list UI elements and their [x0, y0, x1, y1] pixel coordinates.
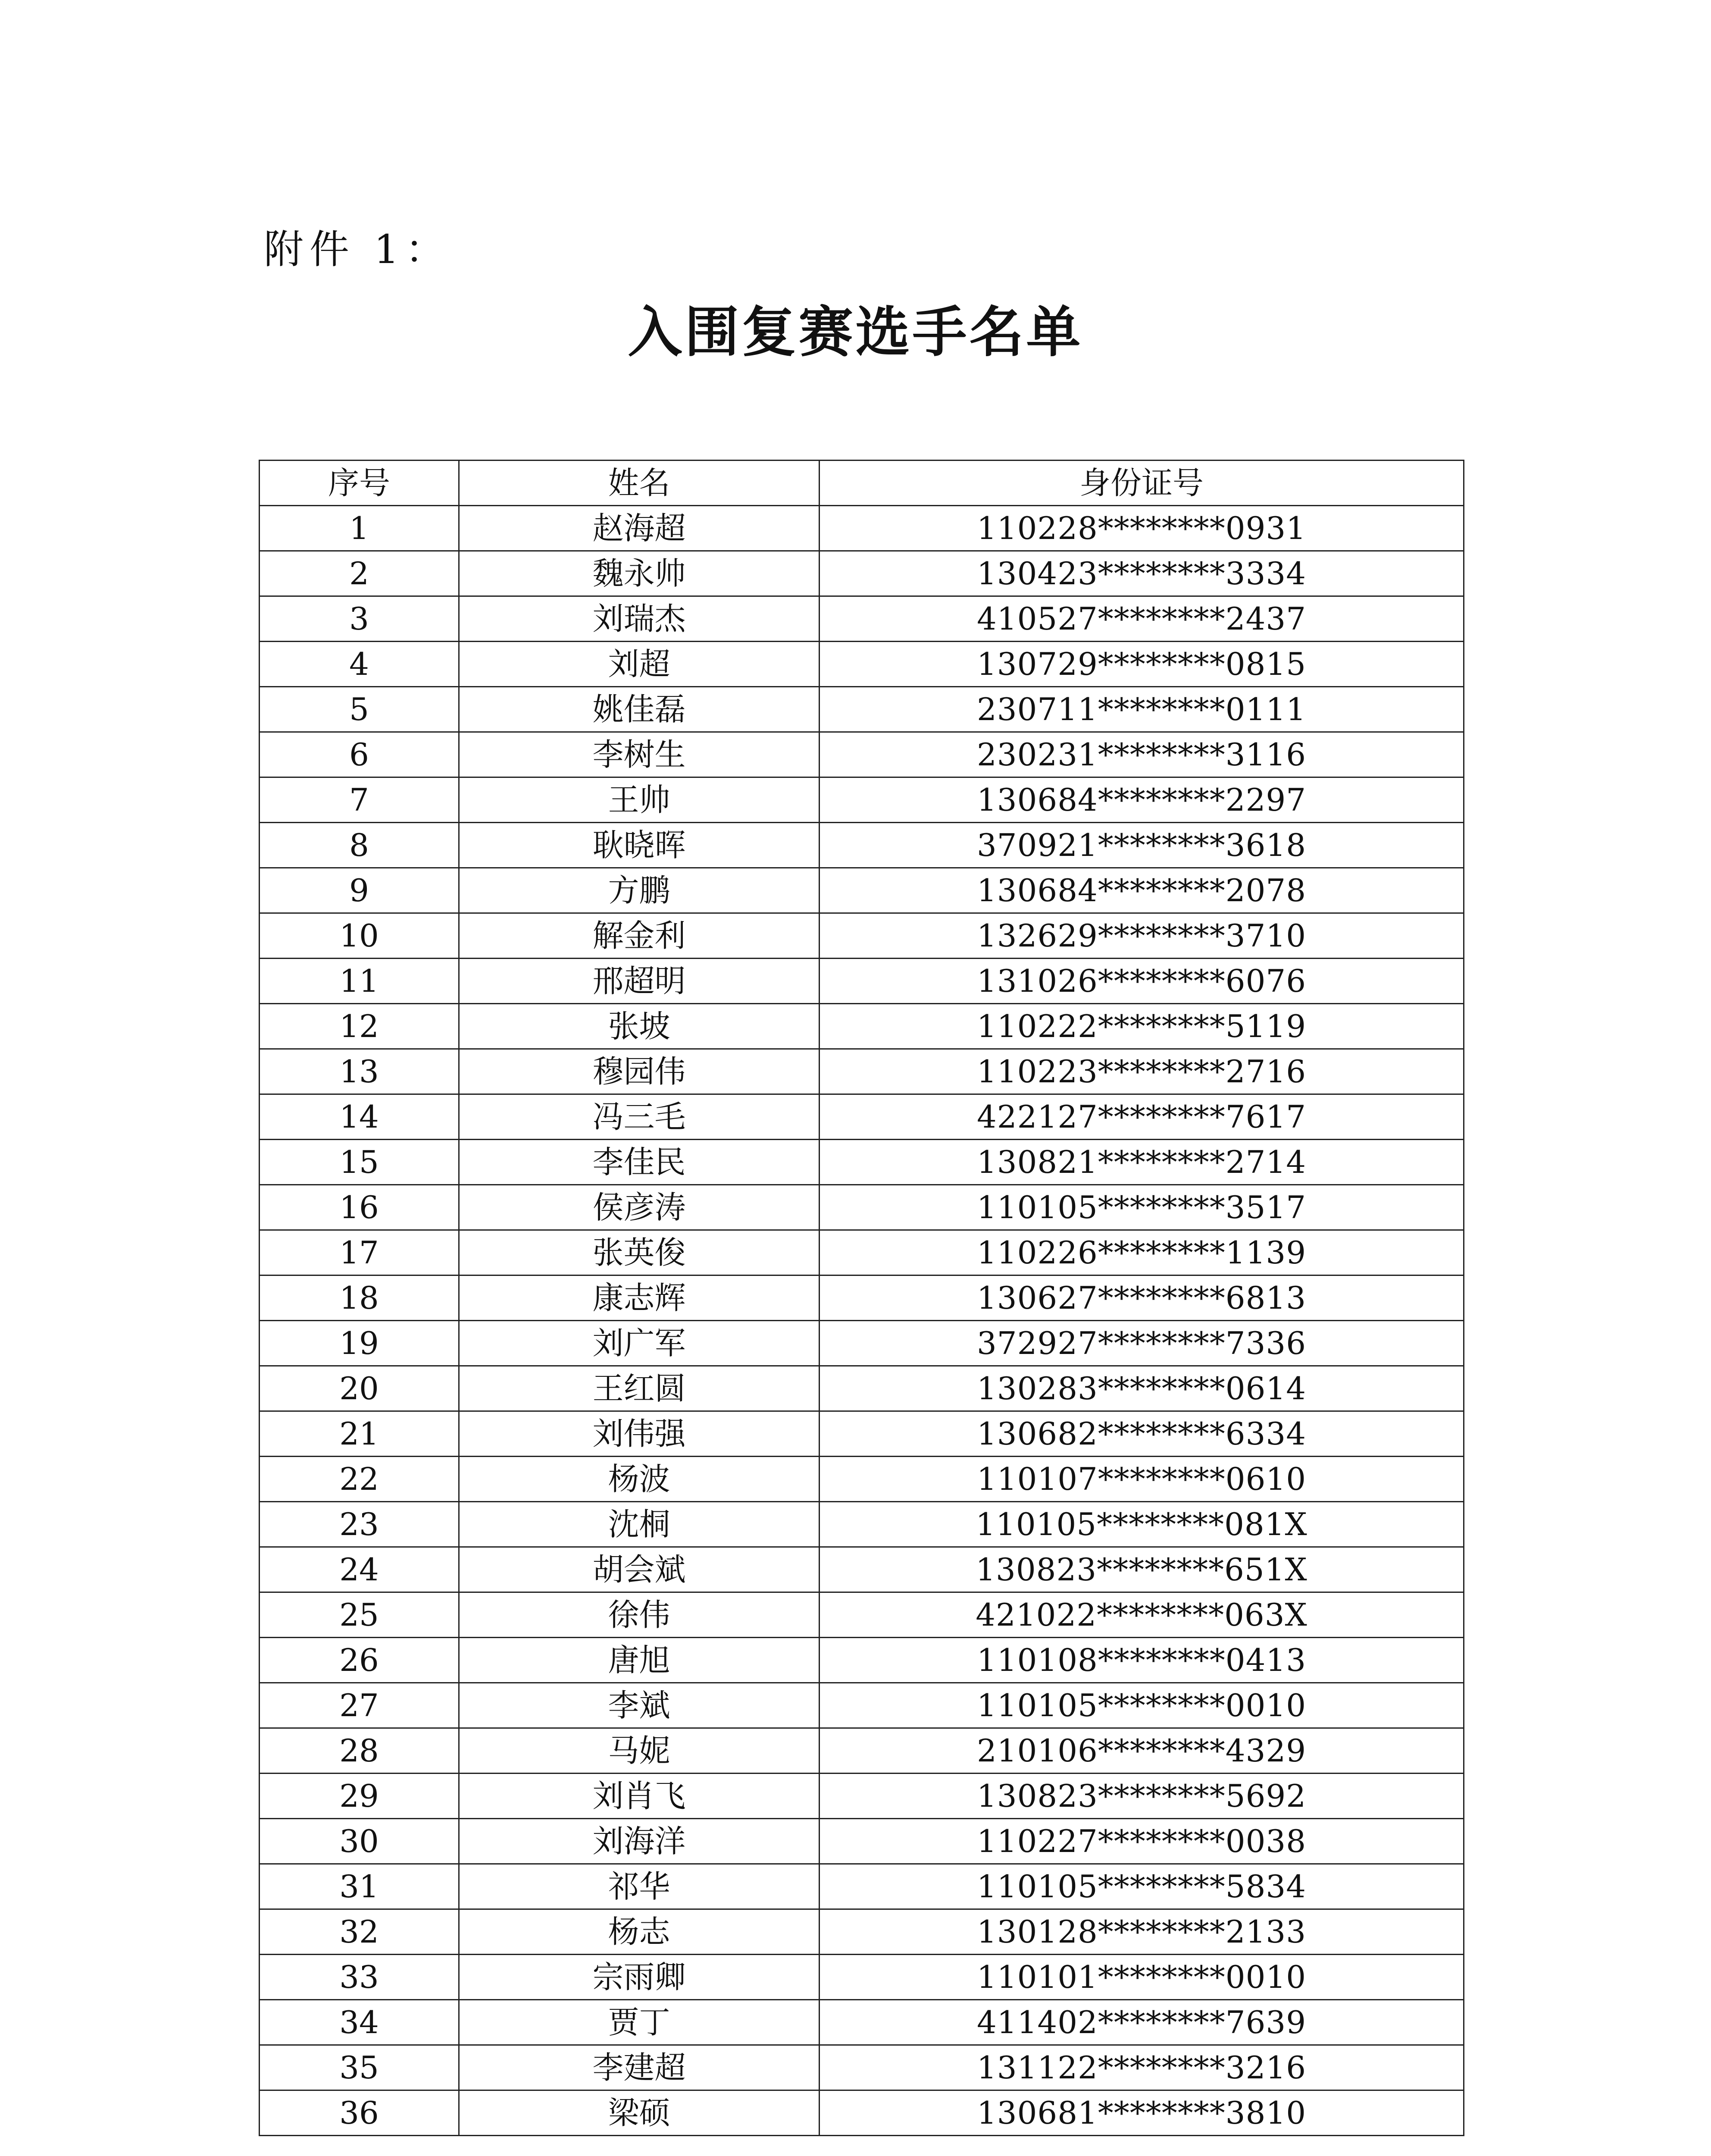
- cell-name: 张英俊: [459, 1230, 820, 1275]
- cell-id-number: 110105********5834: [820, 1864, 1464, 1909]
- cell-id-number: 130684********2078: [820, 868, 1464, 913]
- table-body: [260, 506, 1464, 2136]
- cell-id-number: 411402********7639: [820, 2000, 1464, 2045]
- cell-id-number: 210106********4329: [820, 1728, 1464, 1774]
- cell-serial-number: 31: [260, 1864, 459, 1909]
- table-row: [260, 1592, 1464, 1638]
- cell-serial-number: 16: [260, 1185, 459, 1230]
- cell-name: 穆园伟: [459, 1049, 820, 1094]
- cell-name: 刘海洋: [459, 1819, 820, 1864]
- table-row: [260, 506, 1464, 551]
- attachment-label: 附件 1：: [264, 226, 451, 273]
- table-row: [260, 1638, 1464, 1683]
- table-row: [260, 732, 1464, 777]
- table-row: [260, 959, 1464, 1004]
- table-row: [260, 2000, 1464, 2045]
- table-row: [260, 687, 1464, 732]
- cell-id-number: 110105********3517: [820, 1185, 1464, 1230]
- table-row: [260, 1275, 1464, 1321]
- cell-id-number: 130627********6813: [820, 1275, 1464, 1321]
- cell-id-number: 110222********5119: [820, 1004, 1464, 1049]
- page-title: 入围复赛选手名单: [628, 301, 1083, 364]
- cell-serial-number: 25: [260, 1592, 459, 1638]
- table-row: [260, 2045, 1464, 2090]
- cell-serial-number: 36: [260, 2090, 459, 2136]
- table-row: [260, 1547, 1464, 1592]
- cell-serial-number: 14: [260, 1094, 459, 1140]
- cell-name: 解金利: [459, 913, 820, 959]
- table-row: [260, 1819, 1464, 1864]
- cell-id-number: 110108********0413: [820, 1638, 1464, 1683]
- cell-name: 方鹏: [459, 868, 820, 913]
- cell-id-number: 130681********3810: [820, 2090, 1464, 2136]
- cell-name: 李斌: [459, 1683, 820, 1728]
- table-row: [260, 1955, 1464, 2000]
- cell-serial-number: 23: [260, 1502, 459, 1547]
- cell-id-number: 130729********0815: [820, 642, 1464, 687]
- cell-id-number: 130684********2297: [820, 777, 1464, 823]
- cell-name: 王帅: [459, 777, 820, 823]
- cell-name: 杨波: [459, 1457, 820, 1502]
- cell-name: 康志辉: [459, 1275, 820, 1321]
- table-row: [260, 1185, 1464, 1230]
- cell-name: 侯彦涛: [459, 1185, 820, 1230]
- cell-name: 贾丁: [459, 2000, 820, 2045]
- cell-name: 张坡: [459, 1004, 820, 1049]
- cell-name: 刘广军: [459, 1321, 820, 1366]
- cell-serial-number: 4: [260, 642, 459, 687]
- cell-name: 沈桐: [459, 1502, 820, 1547]
- header-name: 姓名: [459, 461, 820, 506]
- table-row: [260, 551, 1464, 596]
- cell-id-number: 421022********063X: [820, 1592, 1464, 1638]
- header-serial-number: 序号: [260, 461, 459, 506]
- cell-serial-number: 22: [260, 1457, 459, 1502]
- cell-id-number: 130283********0614: [820, 1366, 1464, 1411]
- cell-serial-number: 7: [260, 777, 459, 823]
- cell-name: 胡会斌: [459, 1547, 820, 1592]
- cell-serial-number: 18: [260, 1275, 459, 1321]
- cell-name: 赵海超: [459, 506, 820, 551]
- cell-serial-number: 9: [260, 868, 459, 913]
- cell-serial-number: 11: [260, 959, 459, 1004]
- cell-serial-number: 28: [260, 1728, 459, 1774]
- cell-serial-number: 19: [260, 1321, 459, 1366]
- cell-serial-number: 26: [260, 1638, 459, 1683]
- cell-serial-number: 8: [260, 823, 459, 868]
- cell-serial-number: 32: [260, 1909, 459, 1955]
- cell-name: 徐伟: [459, 1592, 820, 1638]
- cell-id-number: 110107********0610: [820, 1457, 1464, 1502]
- cell-id-number: 110105********081X: [820, 1502, 1464, 1547]
- cell-id-number: 372927********7336: [820, 1321, 1464, 1366]
- cell-id-number: 130823********5692: [820, 1774, 1464, 1819]
- table-header-row: [260, 461, 1464, 506]
- cell-id-number: 422127********7617: [820, 1094, 1464, 1140]
- cell-serial-number: 2: [260, 551, 459, 596]
- cell-id-number: 130423********3334: [820, 551, 1464, 596]
- cell-name: 杨志: [459, 1909, 820, 1955]
- cell-name: 李建超: [459, 2045, 820, 2090]
- table-row: [260, 1004, 1464, 1049]
- cell-name: 李佳民: [459, 1140, 820, 1185]
- cell-name: 刘肖飞: [459, 1774, 820, 1819]
- cell-id-number: 132629********3710: [820, 913, 1464, 959]
- header-id-number: 身份证号: [820, 461, 1464, 506]
- cell-name: 梁硕: [459, 2090, 820, 2136]
- table-row: [260, 913, 1464, 959]
- cell-serial-number: 35: [260, 2045, 459, 2090]
- table-row: [260, 1140, 1464, 1185]
- table-row: [260, 777, 1464, 823]
- table-row: [260, 642, 1464, 687]
- cell-name: 姚佳磊: [459, 687, 820, 732]
- cell-name: 刘伟强: [459, 1411, 820, 1457]
- cell-name: 刘超: [459, 642, 820, 687]
- cell-name: 祁华: [459, 1864, 820, 1909]
- cell-name: 马妮: [459, 1728, 820, 1774]
- cell-name: 唐旭: [459, 1638, 820, 1683]
- cell-serial-number: 12: [260, 1004, 459, 1049]
- cell-id-number: 230231********3116: [820, 732, 1464, 777]
- table-row: [260, 1774, 1464, 1819]
- cell-id-number: 130823********651X: [820, 1547, 1464, 1592]
- table-row: [260, 1411, 1464, 1457]
- table-row: [260, 1094, 1464, 1140]
- table-row: [260, 868, 1464, 913]
- cell-name: 邢超明: [459, 959, 820, 1004]
- table-row: [260, 1049, 1464, 1094]
- table-row: [260, 1366, 1464, 1411]
- cell-id-number: 230711********0111: [820, 687, 1464, 732]
- cell-serial-number: 13: [260, 1049, 459, 1094]
- table-row: [260, 1683, 1464, 1728]
- contestant-table: [259, 460, 1464, 2136]
- cell-serial-number: 15: [260, 1140, 459, 1185]
- cell-id-number: 370921********3618: [820, 823, 1464, 868]
- cell-name: 耿晓晖: [459, 823, 820, 868]
- cell-id-number: 110101********0010: [820, 1955, 1464, 2000]
- cell-serial-number: 24: [260, 1547, 459, 1592]
- table-row: [260, 1864, 1464, 1909]
- cell-serial-number: 30: [260, 1819, 459, 1864]
- cell-name: 冯三毛: [459, 1094, 820, 1140]
- cell-id-number: 110223********2716: [820, 1049, 1464, 1094]
- cell-serial-number: 20: [260, 1366, 459, 1411]
- cell-name: 王红圆: [459, 1366, 820, 1411]
- table-row: [260, 2090, 1464, 2136]
- cell-serial-number: 29: [260, 1774, 459, 1819]
- table-row: [260, 1321, 1464, 1366]
- cell-id-number: 110226********1139: [820, 1230, 1464, 1275]
- cell-id-number: 130682********6334: [820, 1411, 1464, 1457]
- cell-serial-number: 6: [260, 732, 459, 777]
- cell-name: 宗雨卿: [459, 1955, 820, 2000]
- table-row: [260, 1728, 1464, 1774]
- cell-id-number: 130128********2133: [820, 1909, 1464, 1955]
- table-row: [260, 1909, 1464, 1955]
- table-row: [260, 1502, 1464, 1547]
- cell-name: 魏永帅: [459, 551, 820, 596]
- cell-id-number: 130821********2714: [820, 1140, 1464, 1185]
- cell-id-number: 110105********0010: [820, 1683, 1464, 1728]
- cell-name: 刘瑞杰: [459, 596, 820, 642]
- cell-serial-number: 27: [260, 1683, 459, 1728]
- table-row: [260, 596, 1464, 642]
- cell-name: 李树生: [459, 732, 820, 777]
- cell-id-number: 110227********0038: [820, 1819, 1464, 1864]
- cell-id-number: 131122********3216: [820, 2045, 1464, 2090]
- cell-serial-number: 10: [260, 913, 459, 959]
- cell-id-number: 131026********6076: [820, 959, 1464, 1004]
- cell-id-number: 410527********2437: [820, 596, 1464, 642]
- cell-serial-number: 5: [260, 687, 459, 732]
- cell-serial-number: 33: [260, 1955, 459, 2000]
- cell-serial-number: 1: [260, 506, 459, 551]
- table-row: [260, 1230, 1464, 1275]
- cell-serial-number: 17: [260, 1230, 459, 1275]
- cell-serial-number: 21: [260, 1411, 459, 1457]
- cell-serial-number: 34: [260, 2000, 459, 2045]
- cell-serial-number: 3: [260, 596, 459, 642]
- cell-id-number: 110228********0931: [820, 506, 1464, 551]
- table-row: [260, 1457, 1464, 1502]
- table-row: [260, 823, 1464, 868]
